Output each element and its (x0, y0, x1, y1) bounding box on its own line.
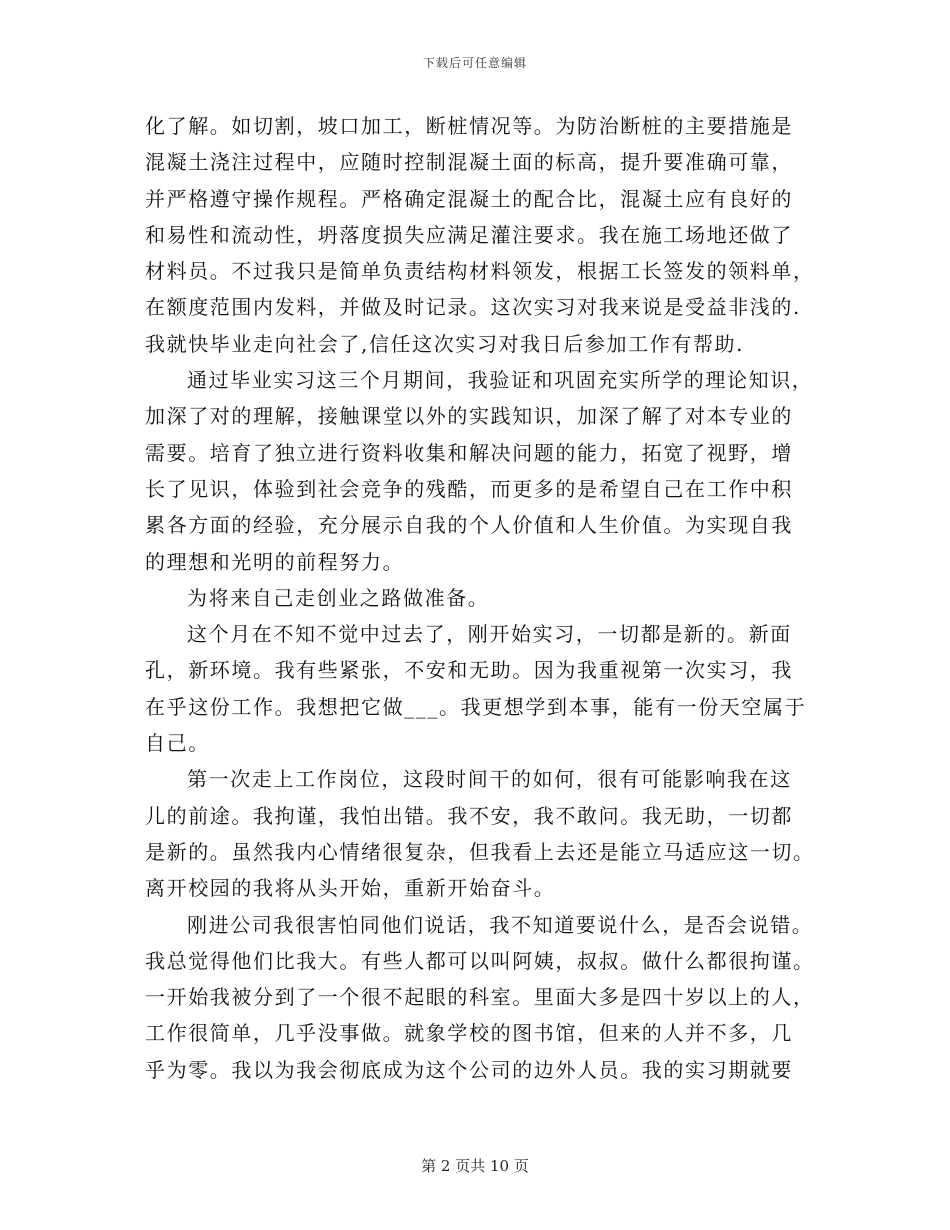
page-header: 下载后可任意编辑 (422, 56, 527, 70)
text-line: 自己。 (145, 731, 210, 756)
text-line: 在乎这份工作。我想把它做___。我更想学到本事，能有一份天空属于 (145, 694, 807, 719)
text-line: 化了解。如切割，坡口加工，断桩情况等。为防治断桩的主要措施是 (145, 114, 793, 138)
text-line: 并严格遵守操作规程。严格确定混凝土的配合比，混凝土应有良好的 (145, 186, 793, 211)
text-line: 混凝土浇注过程中，应随时控制混凝土面的标高，提升要准确可靠， (145, 150, 793, 175)
document-body (145, 108, 815, 1088)
text-line: 累各方面的经验，充分展示自我的个人价值和人生价值。为实现自我 (145, 513, 793, 538)
text-line: 孔，新环境。我有些紧张，不安和无助。因为我重视第一次实习，我 (145, 658, 793, 683)
text-line: 在额度范围内发料，并做及时记录。这次实习对我来说是受益非浅的. (145, 295, 801, 320)
text-line: 乎为零。我以为我会彻底成为这个公司的边外人员。我的实习期就要 (145, 1057, 793, 1082)
text-line: 长了见识，体验到社会竞争的残酷，而更多的是希望自己在工作中积 (145, 476, 793, 501)
text-line: 我就快毕业走向社会了,信任这次实习对我日后参加工作有帮助. (145, 331, 745, 356)
page-number: 第 2 页共 10 页 (421, 1157, 529, 1175)
text-line: 我总觉得他们比我大。有些人都可以叫阿姨，叔叔。做什么都很拘谨。 (145, 948, 815, 973)
paragraph-first-line: 这个月在不知不觉中过去了，刚开始实习，一切都是新的。新面 (187, 622, 792, 647)
text-line: 离开校园的我将从头开始，重新开始奋斗。 (145, 876, 556, 901)
paragraph-first-line: 刚进公司我很害怕同他们说话，我不知道要说什么，是否会说错。 (187, 912, 814, 937)
text-line: 需要。培育了独立进行资料收集和解决问题的能力，拓宽了视野，增 (145, 440, 793, 465)
paragraph-first-line: 第一次走上工作岗位，这段时间干的如何，很有可能影响我在这 (187, 767, 792, 792)
text-line: 工作很简单，几乎没事做。就象学校的图书馆，但来的人并不多，几 (145, 1021, 793, 1046)
text-line: 儿的前途。我拘谨，我怕出错。我不安，我不敢问。我无助，一切都 (145, 803, 793, 828)
paragraph-first-line: 通过毕业实习这三个月期间，我验证和巩固充实所学的理论知识， (187, 368, 814, 393)
text-line: 加深了对的理解，接触课堂以外的实践知识，加深了解了对本专业的 (145, 404, 793, 429)
paragraph-first-line: 为将来自己走创业之路做准备。 (187, 585, 490, 610)
text-line: 一开始我被分到了一个很不起眼的科室。里面大多是四十岁以上的人， (145, 985, 815, 1010)
text-line: 的理想和光明的前程努力。 (145, 549, 405, 574)
text-line: 和易性和流动性，坍落度损失应满足灌注要求。我在施工场地还做了 (145, 222, 793, 247)
text-line: 是新的。虽然我内心情绪很复杂，但我看上去还是能立马适应这一切。 (145, 839, 815, 864)
text-line: 材料员。不过我只是简单负责结构材料领发，根据工长签发的领料单， (145, 259, 815, 284)
